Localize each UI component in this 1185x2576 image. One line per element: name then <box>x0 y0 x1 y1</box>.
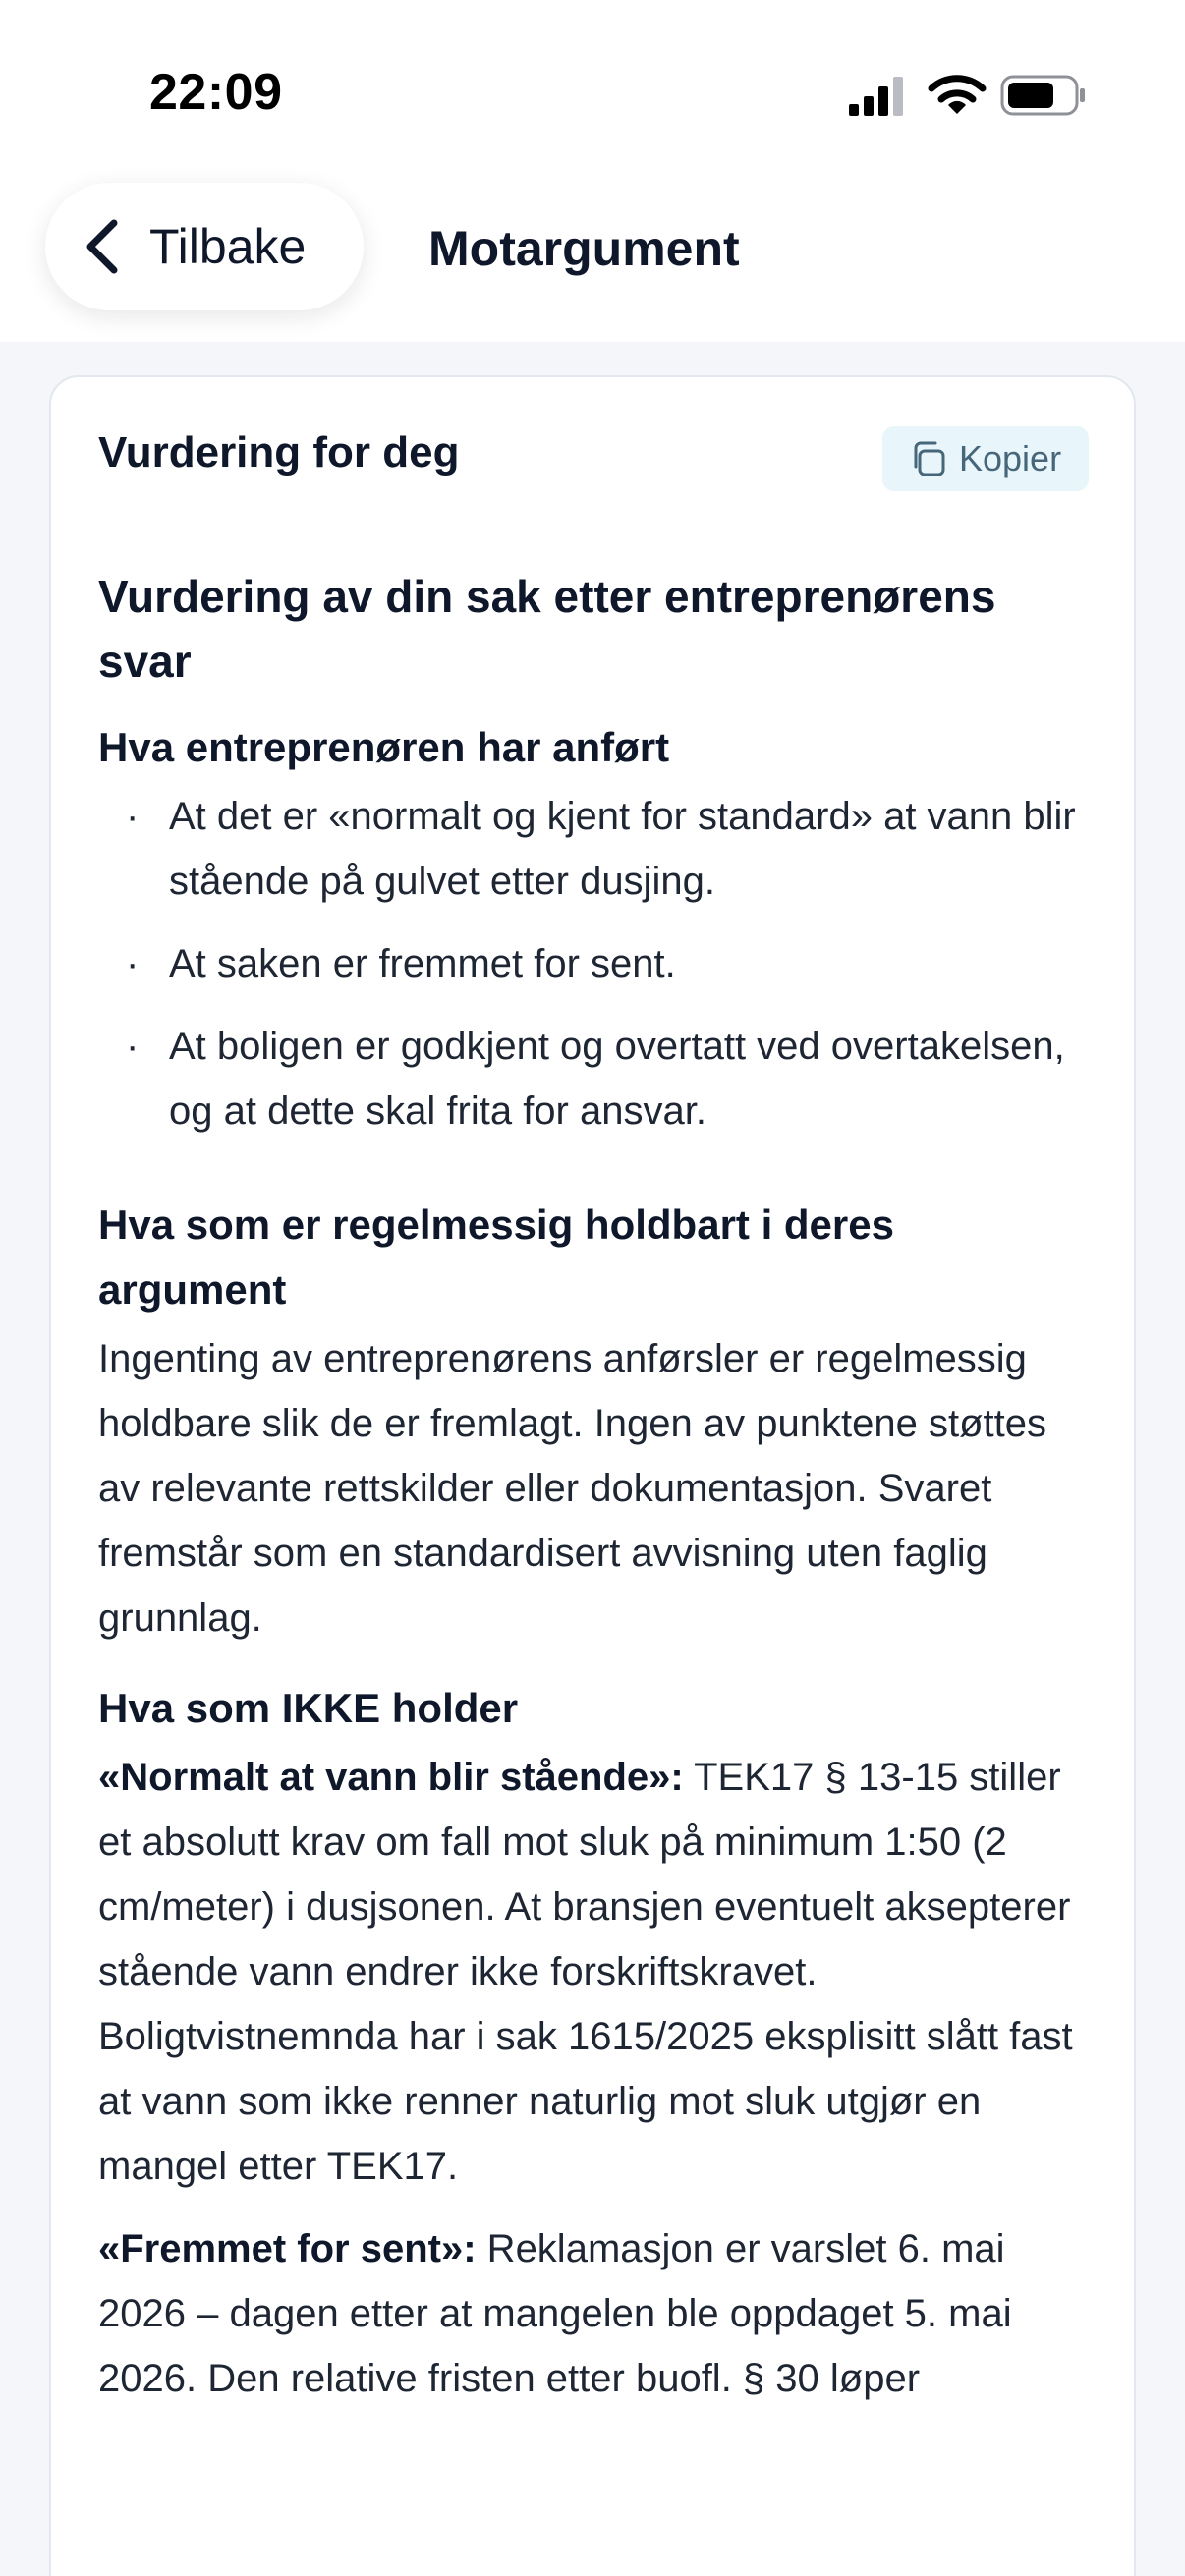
card-header-label: Vurdering for deg <box>98 428 460 476</box>
navigation-bar <box>0 177 1185 324</box>
copy-button-label: Kopier <box>959 438 1062 478</box>
page-title: Motargument <box>428 221 740 276</box>
section-heading-claims: Hva entreprenøren har anført <box>98 724 670 770</box>
paragraph-lead: «Fremmet for sent»: <box>98 2227 477 2270</box>
section-heading-valid: Hva som er regelmessig holdbart i deres argument <box>98 1202 894 1313</box>
cellular-signal-icon <box>847 77 906 116</box>
list-item: · At saken er fremmet for sent. <box>98 931 1091 996</box>
paragraph-too-late <box>98 2216 1091 2411</box>
copy-button[interactable] <box>882 426 1089 491</box>
paragraph-normal-water <box>98 1745 1091 2199</box>
section-heading-invalid: Hva som IKKE holder <box>98 1685 519 1731</box>
paragraph-body: Reklamasjon er varslet 6. mai 2026 – dagen etter at mangelen ble oppdaget 5. mai 2026. Den relative fristen etter buofl. § 30 løper <box>98 2227 1012 2400</box>
status-bar <box>0 0 1185 177</box>
copy-icon <box>908 439 947 478</box>
section-body-valid: Ingenting av entreprenørens anførsler er regelmessig holdbare slik de er fremlagt. Ingen av punktene støttes av relevante rettskilder eller dokumentasjon. Svaret fremstår som en standardisert avvisning uten faglig grunnlag. <box>98 1337 1046 1640</box>
chevron-left-icon <box>81 217 122 276</box>
back-button[interactable] <box>45 183 364 310</box>
paragraph-lead: «Normalt at vann blir stående»: <box>98 1756 684 1799</box>
list-item: · At det er «normalt og kjent for standard» at vann blir stående på gulvet etter dusjing. <box>98 784 1091 914</box>
list-item: · At boligen er godkjent og overtatt ved overtakelsen, og at dette skal frita for ansvar. <box>98 1014 1091 1144</box>
wifi-icon <box>928 73 987 116</box>
back-button-label: Tilbake <box>149 219 307 274</box>
status-time: 22:09 <box>149 64 283 121</box>
top-bar <box>0 0 1185 342</box>
battery-icon <box>1000 75 1087 116</box>
paragraph-body: TEK17 § 13-15 stiller et absolutt krav om fall mot sluk på minimum 1:50 (2 cm/meter) i dusjsonen. At bransjen eventuelt aksepterer stående vann endrer ikke forskriftskravet. Boligtvistnemnda har i sak 1615/2025 eksplisitt slått fast at vann som ikke renner naturlig mot sluk utgjør en mangel etter TEK17. <box>98 1756 1073 2188</box>
assessment-card <box>49 375 1136 2576</box>
assessment-heading: Vurdering av din sak etter entreprenørens svar <box>98 571 996 687</box>
assessment-content <box>98 564 1091 2411</box>
status-icons <box>847 73 1083 118</box>
claims-list <box>98 784 1091 1144</box>
